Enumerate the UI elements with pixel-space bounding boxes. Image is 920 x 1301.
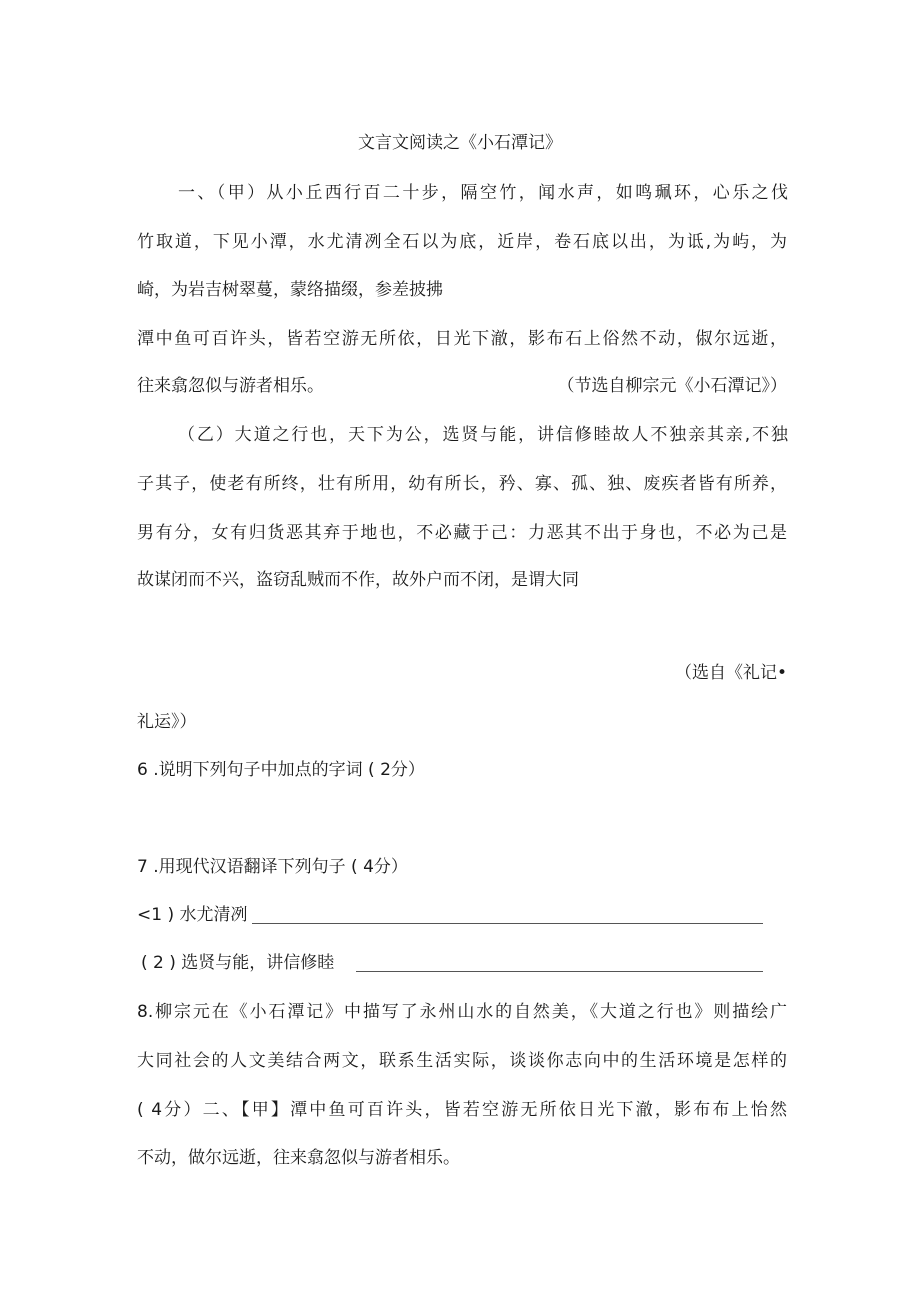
passage-yi-line-3: 男有分，女有归货恶其弃于地也，不必藏于己：力恶其不出于身也，不必为己是 — [137, 523, 787, 543]
question-7-2-row — [137, 951, 787, 975]
passage-jia-line-4: 潭中鱼可百许头，皆若空游无所依，日光下澈，影布石上俗然不动，俶尔远逝， — [137, 329, 787, 349]
passage-jia-line-1: 一、（甲）从小丘西行百二十步，隔空竹，闻水声，如鸣珮环，心乐之伐 — [178, 183, 788, 203]
passage-jia-text: 往来翕忽似与游者相乐。 — [137, 376, 324, 396]
question-7-1-row — [137, 903, 787, 927]
passage-yi-source-1: （选自《礼记• — [674, 663, 787, 683]
passage-yi-source-2: 礼运》） — [137, 712, 197, 732]
passage-jia-line-2: 竹取道，下见小潭，水尤清冽全石以为底，近岸，卷石底以出，为诋,为屿，为 — [137, 232, 787, 252]
answer-blank-7-1[interactable] — [252, 905, 763, 924]
answer-blank-7-2[interactable] — [356, 953, 763, 972]
passage-yi-line-4: 故谋闭而不兴，盗窃乱贼而不作，故外户而不闭，是谓大同 — [137, 570, 579, 590]
question-8-line-3: ( 4分）二、【甲】潭中鱼可百许头，皆若空游无所依日光下澈，影布布上怡然 — [137, 1100, 787, 1120]
question-6-heading: 6 .说明下列句子中加点的字词 ( 2分） — [137, 760, 425, 780]
passage-jia-line-5 — [137, 374, 787, 398]
question-8-line-2: 大同社会的人文美结合两文，联系生活实际，谈谈你志向中的生活环境是怎样的 — [137, 1051, 787, 1071]
question-7-heading: 7 .用现代汉语翻译下列句子 ( 4分） — [137, 857, 408, 877]
passage-jia-line-3: 崎，为岩吉树翠蔓，蒙络描缀，参差披拂 — [137, 280, 443, 300]
question-7-1: <1 ) 水尤清冽 — [137, 905, 248, 925]
passage-jia-source: （节选自柳宗元《小石潭记》） — [557, 376, 787, 396]
question-7-2: ( 2 ) 选贤与能，讲信修睦 — [141, 953, 335, 973]
question-8-line-1: 8.柳宗元在《小石潭记》中描写了永州山水的自然美，《大道之行也》则描绘广 — [137, 1002, 787, 1022]
question-8-line-4: 不动，做尔远逝，往来翕忽似与游者相乐。 — [137, 1148, 460, 1168]
passage-yi-line-1: （乙）大道之行也，天下为公，选贤与能，讲信修睦故人不独亲其亲,不独 — [178, 425, 788, 445]
page-title: 文言文阅读之《小石潭记》 — [358, 133, 562, 153]
passage-yi-line-2: 子其子，使老有所终，壮有所用，幼有所长，矜、寡、孤、独、废疾者皆有所养， — [137, 474, 787, 494]
